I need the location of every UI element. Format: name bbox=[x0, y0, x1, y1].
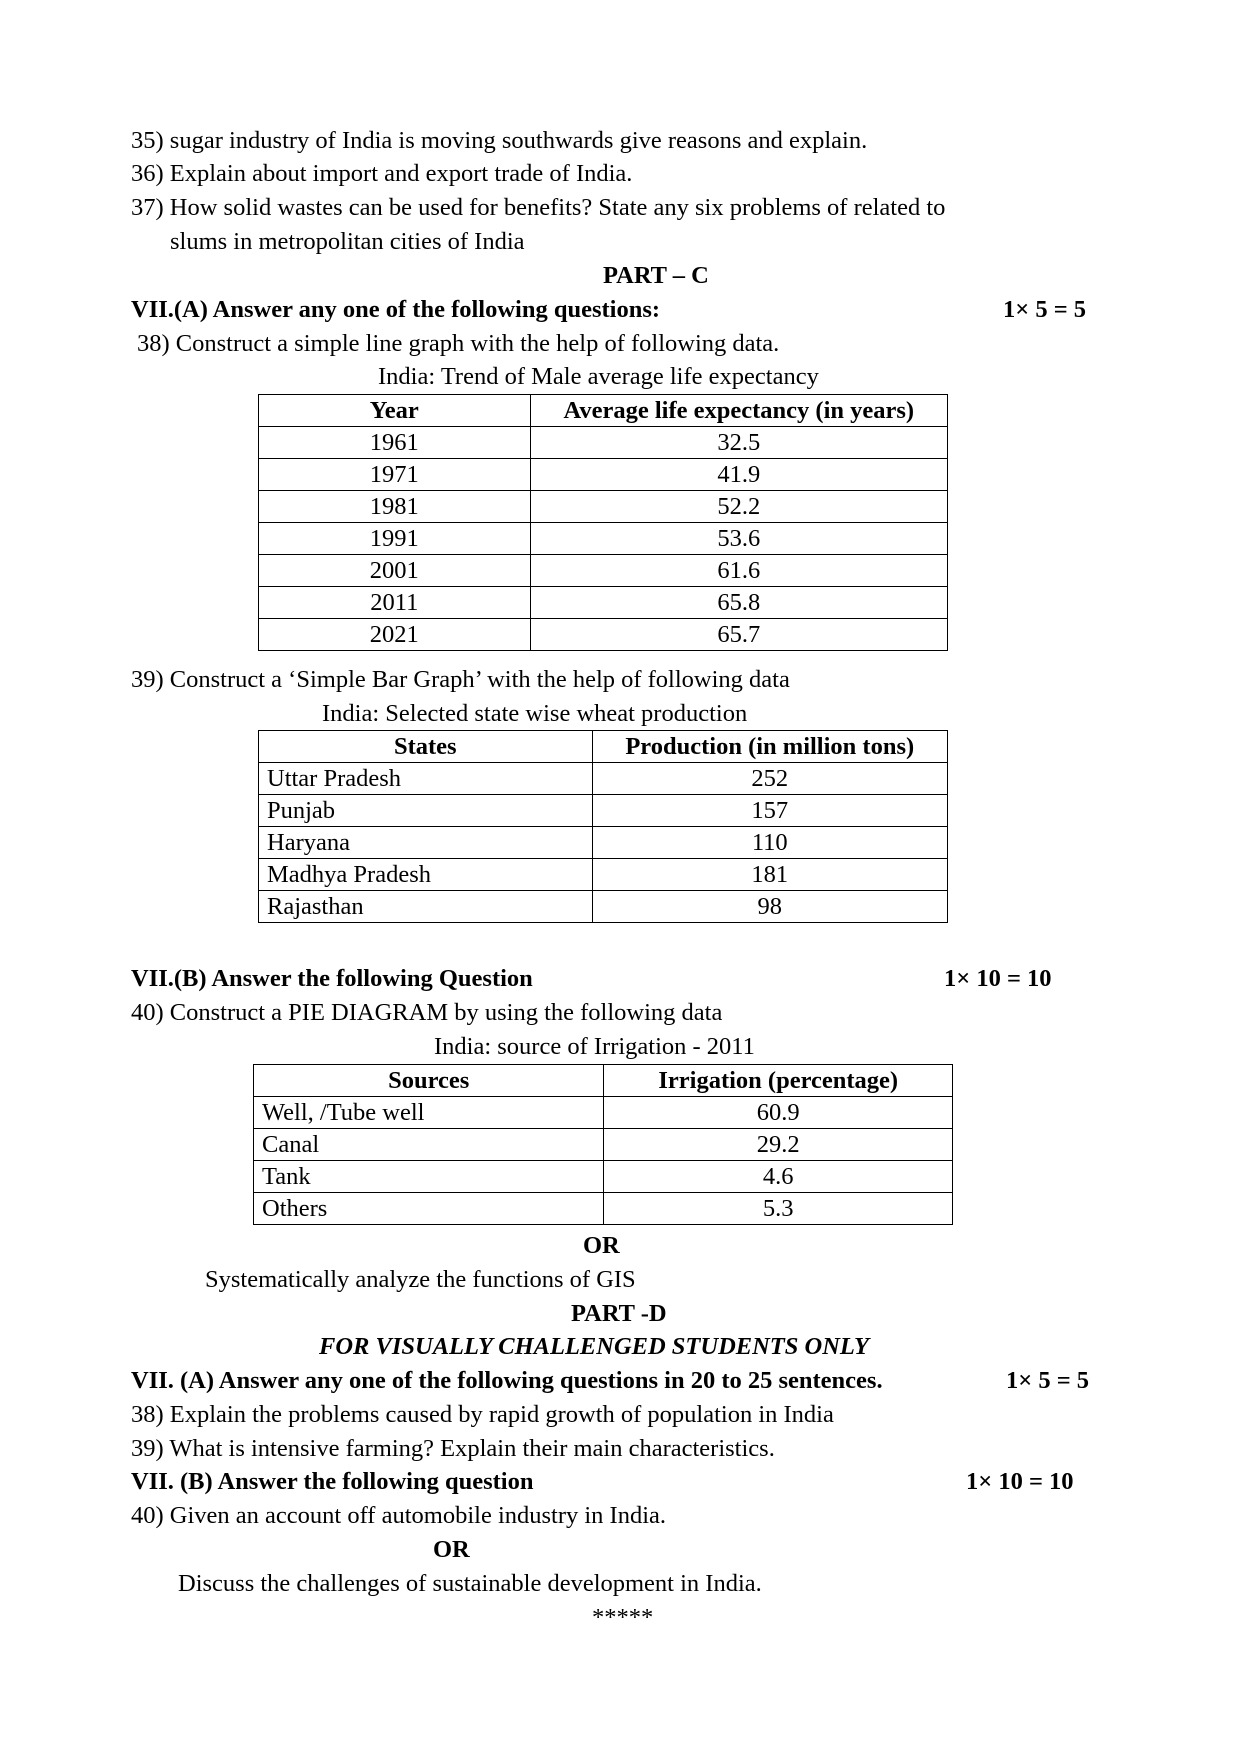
state-cell: Madhya Pradesh bbox=[259, 859, 593, 891]
irrigation-table bbox=[253, 1064, 953, 1225]
table-row bbox=[259, 491, 948, 523]
value-cell: 29.2 bbox=[604, 1129, 953, 1161]
table-row bbox=[254, 1129, 953, 1161]
source-cell: Others bbox=[254, 1193, 604, 1225]
column-header: Average life expectancy (in years) bbox=[530, 395, 947, 427]
table-caption-irrigation: India: source of Irrigation - 2011 bbox=[434, 1033, 755, 1060]
table-row bbox=[259, 859, 948, 891]
question-39: 39) Construct a ‘Simple Bar Graph’ with the help of following data bbox=[131, 666, 790, 693]
table-row bbox=[259, 587, 948, 619]
part-d-section-b-marks: 1× 10 = 10 bbox=[966, 1468, 1074, 1495]
question-37-continuation: slums in metropolitan cities of India bbox=[170, 228, 525, 255]
part-d-or-separator: OR bbox=[433, 1536, 470, 1563]
state-cell: Punjab bbox=[259, 795, 593, 827]
column-header: States bbox=[259, 731, 593, 763]
table-row bbox=[254, 1193, 953, 1225]
part-d-section-a-marks: 1× 5 = 5 bbox=[1006, 1367, 1090, 1394]
life-expectancy-table bbox=[258, 394, 948, 651]
value-cell: 52.2 bbox=[530, 491, 947, 523]
table-row bbox=[254, 1161, 953, 1193]
table-row bbox=[259, 555, 948, 587]
section-b-marks: 1× 10 = 10 bbox=[944, 965, 1052, 992]
part-d-section-a-heading: VII. (A) Answer any one of the following questions in 20 to 25 sentences. bbox=[131, 1367, 883, 1394]
value-cell: 98 bbox=[592, 891, 948, 923]
table-row bbox=[254, 1097, 953, 1129]
year-cell: 1971 bbox=[259, 459, 531, 491]
part-d-question-38: 38) Explain the problems caused by rapid growth of population in India bbox=[131, 1401, 834, 1428]
table-caption-life-expectancy: India: Trend of Male average life expectancy bbox=[378, 363, 819, 390]
table-header-row bbox=[259, 731, 948, 763]
table-row bbox=[259, 795, 948, 827]
part-d-question-40-alternative: Discuss the challenges of sustainable development in India. bbox=[178, 1570, 762, 1597]
state-cell: Haryana bbox=[259, 827, 593, 859]
value-cell: 41.9 bbox=[530, 459, 947, 491]
year-cell: 1991 bbox=[259, 523, 531, 555]
value-cell: 60.9 bbox=[604, 1097, 953, 1129]
value-cell: 5.3 bbox=[604, 1193, 953, 1225]
state-cell: Uttar Pradesh bbox=[259, 763, 593, 795]
value-cell: 110 bbox=[592, 827, 948, 859]
part-d-question-39: 39) What is intensive farming? Explain their main characteristics. bbox=[131, 1435, 775, 1462]
part-d-title: PART -D bbox=[571, 1300, 667, 1327]
section-a-marks: 1× 5 = 5 bbox=[1003, 296, 1087, 323]
or-separator: OR bbox=[583, 1232, 620, 1259]
year-cell: 1961 bbox=[259, 427, 531, 459]
column-header: Production (in million tons) bbox=[592, 731, 948, 763]
state-cell: Rajasthan bbox=[259, 891, 593, 923]
question-37: 37) How solid wastes can be used for benefits? State any six problems of related to bbox=[131, 194, 946, 221]
table-row bbox=[259, 763, 948, 795]
question-38: 38) Construct a simple line graph with the help of following data. bbox=[137, 330, 780, 357]
section-a-heading: VII.(A) Answer any one of the following questions: bbox=[131, 296, 661, 323]
end-mark: ***** bbox=[592, 1604, 654, 1631]
source-cell: Canal bbox=[254, 1129, 604, 1161]
table-header-row bbox=[254, 1065, 953, 1097]
table-row bbox=[259, 827, 948, 859]
wheat-production-table bbox=[258, 730, 948, 923]
source-cell: Well, /Tube well bbox=[254, 1097, 604, 1129]
part-c-title: PART – C bbox=[603, 262, 709, 289]
section-b-heading: VII.(B) Answer the following Question bbox=[131, 965, 533, 992]
value-cell: 157 bbox=[592, 795, 948, 827]
source-cell: Tank bbox=[254, 1161, 604, 1193]
value-cell: 252 bbox=[592, 763, 948, 795]
table-header-row bbox=[259, 395, 948, 427]
year-cell: 2001 bbox=[259, 555, 531, 587]
question-40: 40) Construct a PIE DIAGRAM by using the following data bbox=[131, 999, 723, 1026]
table-row bbox=[259, 891, 948, 923]
value-cell: 32.5 bbox=[530, 427, 947, 459]
table-row bbox=[259, 619, 948, 651]
question-35: 35) sugar industry of India is moving southwards give reasons and explain. bbox=[131, 127, 868, 154]
table-row bbox=[259, 427, 948, 459]
column-header: Year bbox=[259, 395, 531, 427]
year-cell: 2021 bbox=[259, 619, 531, 651]
value-cell: 61.6 bbox=[530, 555, 947, 587]
part-d-subtitle: FOR VISUALLY CHALLENGED STUDENTS ONLY bbox=[319, 1333, 869, 1360]
table-row bbox=[259, 459, 948, 491]
value-cell: 65.7 bbox=[530, 619, 947, 651]
column-header: Sources bbox=[254, 1065, 604, 1097]
value-cell: 53.6 bbox=[530, 523, 947, 555]
question-40-alternative: Systematically analyze the functions of GIS bbox=[205, 1266, 636, 1293]
part-d-question-40: 40) Given an account off automobile industry in India. bbox=[131, 1502, 667, 1529]
part-d-section-b-heading: VII. (B) Answer the following question bbox=[131, 1468, 534, 1495]
question-36: 36) Explain about import and export trade of India. bbox=[131, 160, 633, 187]
value-cell: 4.6 bbox=[604, 1161, 953, 1193]
value-cell: 181 bbox=[592, 859, 948, 891]
year-cell: 2011 bbox=[259, 587, 531, 619]
table-row bbox=[259, 523, 948, 555]
column-header: Irrigation (percentage) bbox=[604, 1065, 953, 1097]
table-caption-wheat: India: Selected state wise wheat production bbox=[322, 700, 748, 727]
value-cell: 65.8 bbox=[530, 587, 947, 619]
year-cell: 1981 bbox=[259, 491, 531, 523]
